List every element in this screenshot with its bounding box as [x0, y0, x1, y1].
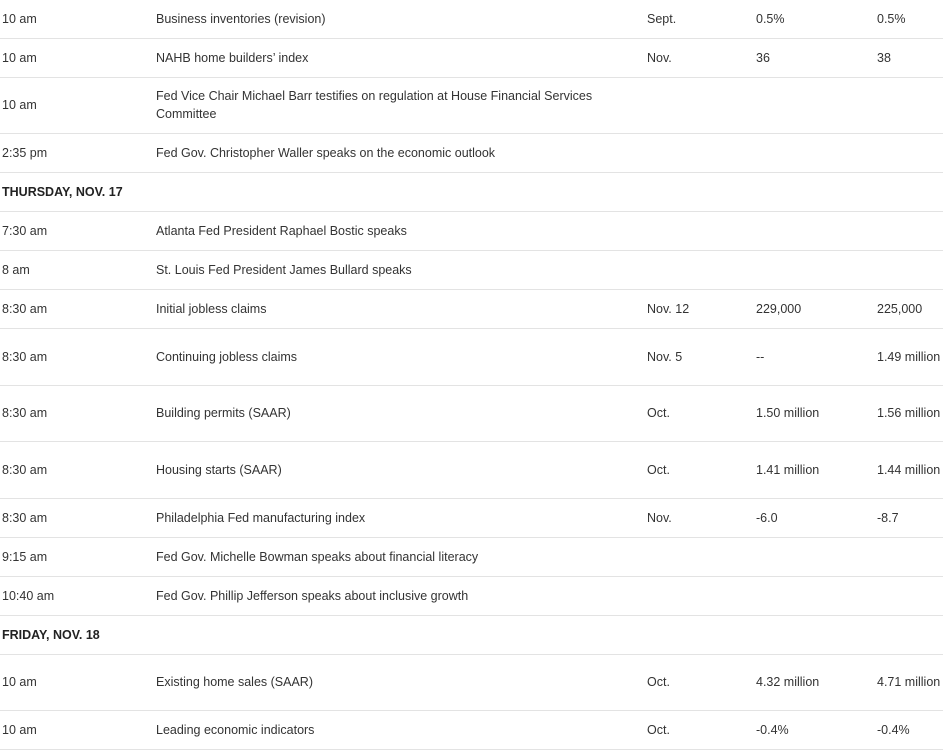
event-name: Fed Gov. Christopher Waller speaks on the economic outlook	[154, 133, 645, 172]
event-name: Building permits (SAAR)	[154, 385, 645, 441]
event-period	[645, 250, 754, 289]
day-heading: FRIDAY, NOV. 18	[0, 615, 943, 654]
event-period: Nov.	[645, 498, 754, 537]
event-forecast	[754, 250, 875, 289]
table-row	[0, 654, 943, 710]
event-period	[645, 576, 754, 615]
event-time: 8:30 am	[0, 498, 154, 537]
event-forecast: 1.41 million	[754, 441, 875, 498]
event-previous	[875, 250, 943, 289]
table-row	[0, 537, 943, 576]
event-period: Oct.	[645, 385, 754, 441]
event-time: 10 am	[0, 77, 154, 133]
event-forecast: 229,000	[754, 289, 875, 328]
table-row	[0, 289, 943, 328]
event-time: 10 am	[0, 710, 154, 749]
event-name: Atlanta Fed President Raphael Bostic speaks	[154, 211, 645, 250]
event-time: 7:30 am	[0, 211, 154, 250]
event-time: 8:30 am	[0, 328, 154, 385]
event-forecast: 36	[754, 38, 875, 77]
event-time: 10 am	[0, 654, 154, 710]
table-row	[0, 77, 943, 133]
event-time: 2:35 pm	[0, 133, 154, 172]
table-row	[0, 211, 943, 250]
table-row	[0, 385, 943, 441]
event-period	[645, 537, 754, 576]
event-previous: 4.71 million	[875, 654, 943, 710]
event-period: Nov. 5	[645, 328, 754, 385]
event-forecast: 1.50 million	[754, 385, 875, 441]
event-period: Sept.	[645, 0, 754, 38]
event-forecast	[754, 576, 875, 615]
event-period	[645, 77, 754, 133]
table-row	[0, 328, 943, 385]
day-header-row	[0, 172, 943, 211]
day-heading: THURSDAY, NOV. 17	[0, 172, 943, 211]
event-forecast	[754, 133, 875, 172]
event-time: 8:30 am	[0, 385, 154, 441]
event-previous: 1.44 million	[875, 441, 943, 498]
event-name: Philadelphia Fed manufacturing index	[154, 498, 645, 537]
event-period: Oct.	[645, 654, 754, 710]
table-row	[0, 0, 943, 38]
event-name: Housing starts (SAAR)	[154, 441, 645, 498]
event-time: 10 am	[0, 38, 154, 77]
event-time: 8:30 am	[0, 289, 154, 328]
event-previous: 1.49 million	[875, 328, 943, 385]
event-time: 8:30 am	[0, 441, 154, 498]
event-previous	[875, 133, 943, 172]
event-forecast	[754, 77, 875, 133]
event-period: Nov.	[645, 38, 754, 77]
event-previous: -8.7	[875, 498, 943, 537]
event-previous: 225,000	[875, 289, 943, 328]
event-name: NAHB home builders’ index	[154, 38, 645, 77]
event-forecast	[754, 211, 875, 250]
table-row	[0, 38, 943, 77]
event-name: St. Louis Fed President James Bullard speaks	[154, 250, 645, 289]
event-forecast: -0.4%	[754, 710, 875, 749]
event-period: Oct.	[645, 710, 754, 749]
event-forecast: 4.32 million	[754, 654, 875, 710]
event-previous: 0.5%	[875, 0, 943, 38]
event-previous	[875, 77, 943, 133]
event-previous: 38	[875, 38, 943, 77]
event-name: Continuing jobless claims	[154, 328, 645, 385]
event-previous	[875, 537, 943, 576]
table-row	[0, 133, 943, 172]
event-forecast: -6.0	[754, 498, 875, 537]
event-name: Existing home sales (SAAR)	[154, 654, 645, 710]
event-time: 9:15 am	[0, 537, 154, 576]
event-previous	[875, 576, 943, 615]
table-row	[0, 576, 943, 615]
day-header-row	[0, 615, 943, 654]
event-previous: -0.4%	[875, 710, 943, 749]
event-name: Initial jobless claims	[154, 289, 645, 328]
table-row	[0, 498, 943, 537]
event-forecast: --	[754, 328, 875, 385]
event-name: Business inventories (revision)	[154, 0, 645, 38]
table-row	[0, 250, 943, 289]
event-name: Fed Gov. Phillip Jefferson speaks about inclusive growth	[154, 576, 645, 615]
table-row	[0, 710, 943, 749]
event-name: Fed Gov. Michelle Bowman speaks about financial literacy	[154, 537, 645, 576]
event-previous: 1.56 million	[875, 385, 943, 441]
event-time: 10:40 am	[0, 576, 154, 615]
event-time: 8 am	[0, 250, 154, 289]
event-period	[645, 133, 754, 172]
event-name: Fed Vice Chair Michael Barr testifies on regulation at House Financial Services Committee	[154, 77, 645, 133]
event-period: Nov. 12	[645, 289, 754, 328]
event-forecast	[754, 537, 875, 576]
event-period	[645, 211, 754, 250]
event-time: 10 am	[0, 0, 154, 38]
event-forecast: 0.5%	[754, 0, 875, 38]
event-name: Leading economic indicators	[154, 710, 645, 749]
table-row	[0, 441, 943, 498]
event-previous	[875, 211, 943, 250]
event-period: Oct.	[645, 441, 754, 498]
